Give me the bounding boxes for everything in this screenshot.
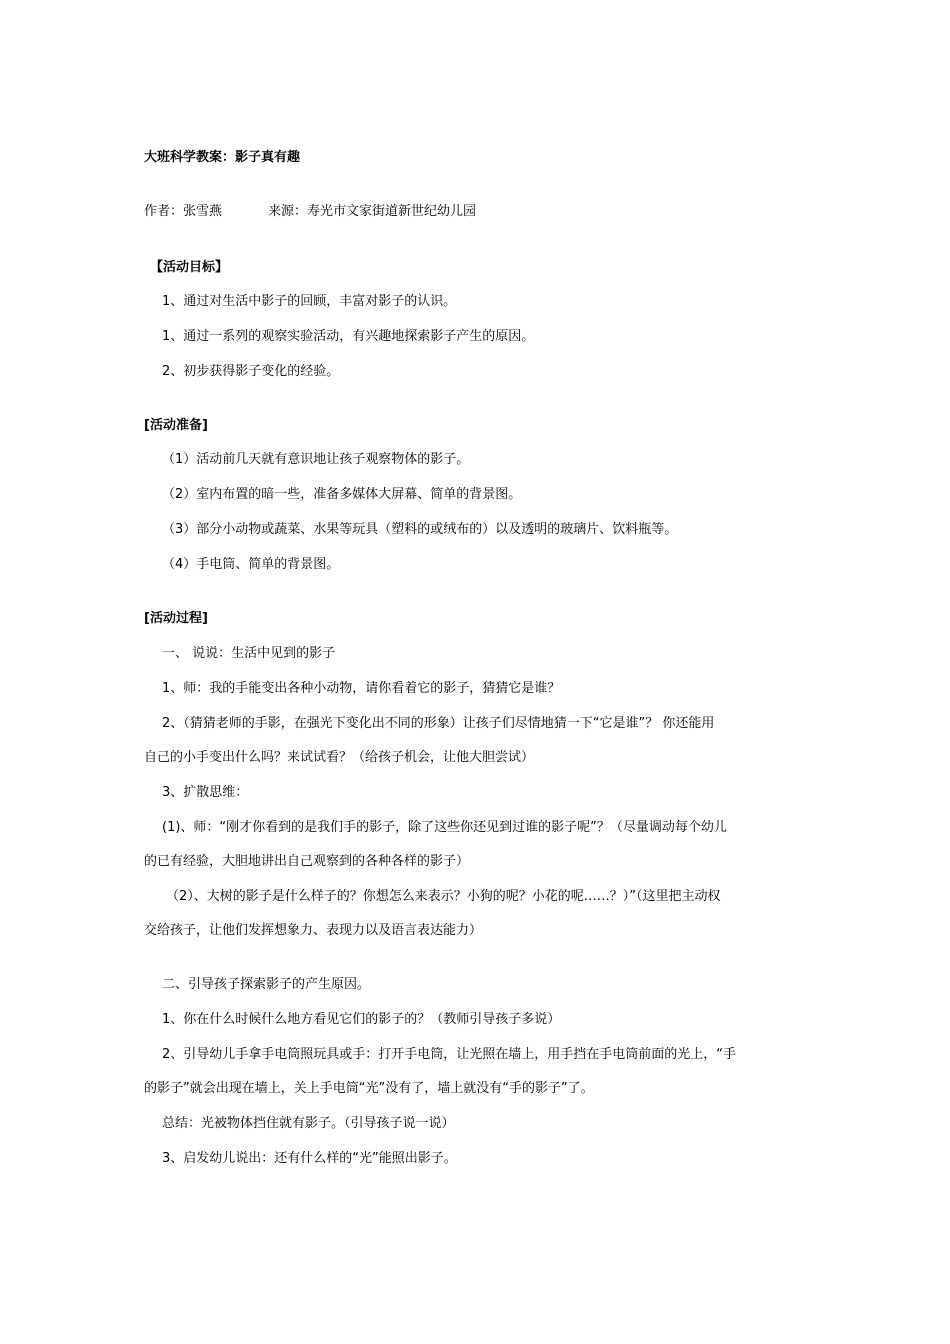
preparation-item: （1）活动前几天就有意识地让孩子观察物体的影子。 <box>162 452 470 467</box>
preparation-item: （3）部分小动物或蔬菜、水果等玩具（塑料的或绒布的）以及透明的玻璃片、饮料瓶等。 <box>162 522 678 537</box>
process-item: 2、引导幼儿手拿手电筒照玩具或手：打开手电筒，让光照在墙上，用手挡在手电筒前面的光上，“手 <box>162 1047 737 1062</box>
source: 来源：寿光市文家街道新世纪幼儿园 <box>268 204 477 219</box>
process-subitem-continued: 交给孩子，让他们发挥想象力、表现力以及语言表达能力） <box>144 923 483 938</box>
goals-heading: 【活动目标】 <box>150 260 229 275</box>
preparation-item: （2）室内布置的暗一些，准备多媒体大屏幕、简单的背景图。 <box>162 487 522 502</box>
process-item: 1、师：我的手能变出各种小动物，请你看着它的影子，猜猜它是谁？ <box>162 681 561 696</box>
goal-item: 1、通过对生活中影子的回顾，丰富对影子的认识。 <box>162 294 457 309</box>
document-title: 大班科学教案：影子真有趣 <box>144 150 301 165</box>
process-subitem: （2）、大树的影子是什么样子的？你想怎么来表示？小狗的呢？小花的呢……？）”（这里把主动权 <box>166 889 721 904</box>
process-heading: [活动过程] <box>144 611 208 626</box>
summary: 总结：光被物体挡住就有影子。（引导孩子说一说） <box>162 1116 455 1131</box>
process-item: 3、启发幼儿说出：还有什么样的“光”能照出影子。 <box>162 1151 457 1166</box>
process-subitem-continued: 的已有经验，大胆地讲出自己观察到的各种各样的影子） <box>144 854 470 869</box>
preparation-item: （4）手电筒、简单的背景图。 <box>162 557 340 572</box>
author-line <box>144 203 476 221</box>
process-item: 3、扩散思维： <box>162 785 249 800</box>
preparation-heading: [活动准备] <box>144 418 208 433</box>
goal-item: 1、通过一系列的观察实验活动，有兴趣地探索影子产生的原因。 <box>162 329 535 344</box>
goal-item: 2、初步获得影子变化的经验。 <box>162 364 340 379</box>
process-item: 2、（猜猜老师的手影，在强光下变化出不同的形象）让孩子们尽情地猜一下“它是谁”？ 你还能用 <box>162 716 715 731</box>
process-item-continued: 自己的小手变出什么吗？来试试看？（给孩子机会，让他大胆尝试） <box>144 750 535 765</box>
process-subitem: (1)、师：“刚才你看到的是我们手的影子，除了这些你还见到过谁的影子呢”？（尽量调动每个幼儿 <box>162 820 727 835</box>
process-item: 1、你在什么时候什么地方看见它们的影子的？（教师引导孩子多说） <box>162 1012 561 1027</box>
part1-title: 一、 说说：生活中见到的影子 <box>162 646 336 661</box>
part2-title: 二、引导孩子探索影子的产生原因。 <box>162 977 371 992</box>
author: 作者：张雪燕 <box>144 204 223 219</box>
process-item-continued: 的影子”就会出现在墙上，关上手电筒“光”没有了，墙上就没有“手的影子”了。 <box>144 1081 594 1096</box>
